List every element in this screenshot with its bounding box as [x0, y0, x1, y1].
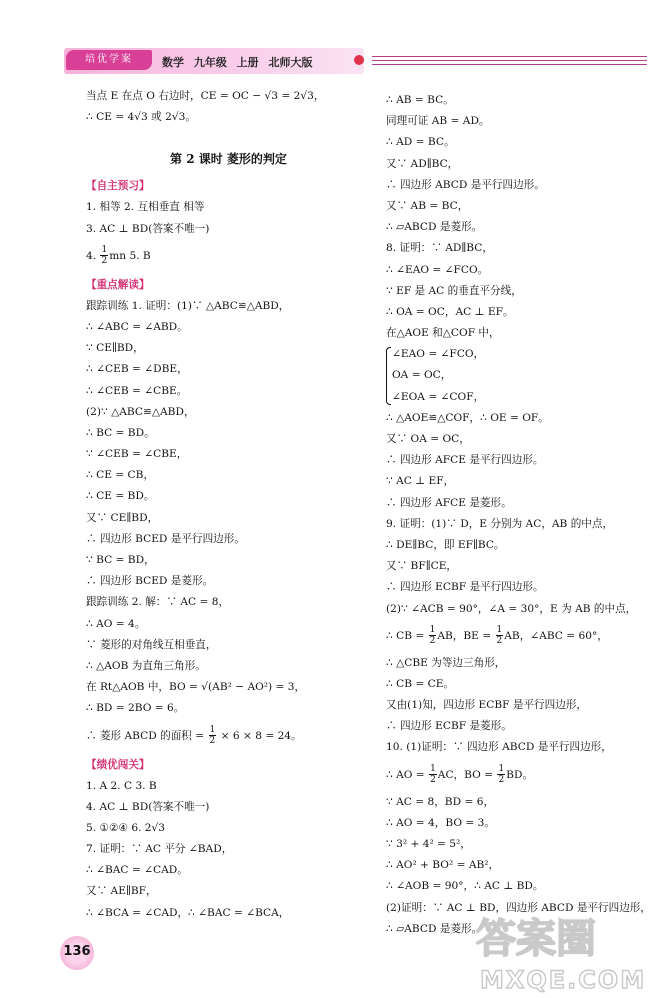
answer-line: ∵ BC = BD， — [86, 554, 155, 566]
answer-line: ∴ ▱ABCD 是菱形。 — [386, 922, 483, 935]
fraction — [497, 764, 505, 785]
watermark-logo — [472, 904, 648, 994]
answer-line: (2)∵ ∠ACB = 90°，∠A = 30°，E 为 AB 的中点， — [386, 602, 637, 615]
answer-line: ∴ BD = 2BO = 6。 — [86, 702, 185, 715]
answer-line: ∴ ∠BCA = ∠CAD，∴ ∠BAC = ∠BCA， — [86, 906, 290, 919]
answer-line: ∴ ∠CEB = ∠CBE。 — [86, 384, 188, 397]
answer-line: ∵ 菱形的对角线互相垂直， — [86, 638, 217, 651]
line-text: ∴ 菱形 ABCD 的面积 = — [86, 729, 208, 742]
line-text: AB，∠ABC = 60°， — [504, 629, 608, 642]
answer-line — [386, 759, 653, 792]
header-rule — [372, 56, 647, 57]
answer-line: ∵ CE∥BD， — [86, 342, 144, 355]
answer-line: (2)证明：∵ AC ⊥ BD，四边形 ABCD 是平行四边形， — [386, 901, 651, 914]
header-title: 数学 九年级 上册 北师大版 — [162, 56, 313, 69]
answer-line: ∴ 四边形 ABCD 是平行四边形。 — [386, 178, 545, 191]
answer-line: ∴ AD = BC。 — [386, 136, 455, 149]
answer-line — [386, 620, 653, 653]
answer-line: ∵ AC = 8，BD = 6， — [386, 795, 495, 808]
line-text: 4. — [86, 249, 100, 262]
fraction-numerator: 1 — [101, 245, 108, 256]
lesson-heading: 第 2 课时 菱形的判定 — [170, 152, 287, 167]
left-column — [86, 86, 371, 924]
line-text: AB，BE = — [437, 629, 495, 642]
answer-line: 1. 相等 2. 互相垂直 相等 — [86, 201, 205, 214]
fraction-denominator: 2 — [429, 636, 436, 647]
answer-line: ∴ BC = BD。 — [86, 426, 155, 439]
section-label: 【自主预习】 — [86, 180, 150, 193]
answer-line: ∴ △AOB 为直角三角形。 — [86, 659, 206, 672]
line-text: × 6 × 8 = 24。 — [217, 729, 302, 742]
answer-line: ∴ OA = OC，AC ⊥ EF。 — [386, 305, 514, 318]
answer-line: 8. 证明：∵ AD∥BC， — [386, 242, 493, 255]
answer-line: ∴ AO = 4，BO = 3。 — [386, 816, 495, 829]
right-column — [386, 90, 653, 940]
brace-line: OA = OC， — [392, 369, 452, 382]
section-label: 【绩优闯关】 — [86, 758, 150, 771]
answer-line: ∴ AO = 4。 — [86, 617, 146, 630]
answer-line: 又∵ BF∥CE， — [386, 560, 458, 573]
fraction-numerator: 1 — [429, 625, 436, 636]
fraction-denominator: 2 — [430, 775, 436, 786]
fraction-numerator: 1 — [430, 764, 436, 775]
answer-line: ∴ ∠ABC = ∠ABD。 — [86, 320, 188, 333]
answer-line: ∵ AC ⊥ EF， — [386, 475, 455, 488]
answer-line: 9. 证明：(1)∵ D，E 分别为 AC，AB 的中点， — [386, 517, 614, 530]
fraction — [100, 245, 108, 266]
watermark-title: 答案圈 — [476, 916, 596, 962]
fraction — [429, 625, 437, 646]
fraction-denominator: 2 — [498, 775, 505, 786]
answer-line: ∴ CE = 4√3 或 2√3。 — [86, 111, 196, 124]
fraction — [496, 625, 504, 646]
answer-line: 又∵ CE∥BD， — [86, 511, 159, 524]
fraction-numerator: 1 — [209, 725, 216, 735]
answer-line: 3. AC ⊥ BD(答案不唯一) — [86, 222, 210, 235]
header-dot — [354, 55, 364, 65]
fraction-numerator: 1 — [498, 764, 505, 775]
section-label: 【重点解读】 — [86, 278, 150, 291]
answer-line: 又∵ AE∥BF， — [86, 885, 157, 898]
line-text: ∴ CB = — [386, 629, 428, 642]
answer-line: 5. ①②④ 6. 2√3 — [86, 821, 166, 834]
answer-line: ∴ CE = CB， — [86, 469, 155, 482]
answer-line: ∴ 四边形 AFCE 是菱形。 — [386, 496, 512, 509]
fraction-denominator: 2 — [209, 736, 216, 746]
answer-line: 又∵ AB = BC， — [386, 199, 469, 212]
line-text: AC，BO = — [437, 768, 497, 781]
answer-line: ∵ EF 是 AC 的垂直平分线， — [386, 284, 522, 297]
answer-line: 又∵ OA = OC， — [386, 433, 470, 445]
fraction-denominator: 2 — [101, 256, 108, 267]
header-rule — [372, 64, 647, 65]
answer-line: ∴ △CBE 为等边三角形， — [386, 656, 506, 669]
answer-line: 在△AOE 和△COF 中， — [386, 327, 500, 340]
brace-line: ∠EOA = ∠COF， — [392, 390, 485, 403]
answer-line — [86, 720, 371, 753]
answer-line: ∴ ∠CEB = ∠DBE， — [86, 363, 188, 376]
answer-line: 7. 证明：∵ AC 平分 ∠BAD， — [86, 843, 233, 856]
answer-line: 又∵ AD∥BC， — [386, 157, 459, 170]
answer-line: ∴ 四边形 ECBF 是菱形。 — [386, 720, 512, 733]
line-text: BD。 — [506, 768, 534, 781]
answer-line: ∴ 四边形 AFCE 是平行四边形。 — [386, 454, 544, 467]
answer-line: 4. AC ⊥ BD(答案不唯一) — [86, 800, 210, 813]
answer-line: 1. A 2. C 3. B — [86, 779, 157, 792]
answer-line: ∴ AO² + BO² = AB²， — [386, 859, 500, 872]
answer-line: 在 Rt△AOB 中，BO = √(AB² − AO²) = 3， — [86, 681, 306, 694]
answer-line: ∴ ▱ABCD 是菱形。 — [386, 221, 483, 234]
brace-group — [386, 344, 653, 408]
answer-line: (2)∵ △ABC≌△ABD， — [86, 405, 195, 418]
answer-line: ∴ AB = BC。 — [386, 94, 454, 106]
fraction — [209, 725, 217, 746]
answer-line: ∵ ∠CEB = ∠CBE， — [86, 448, 188, 461]
answer-line: 又由(1)知，四边形 ECBF 是平行四边形， — [386, 699, 588, 712]
answer-line: ∴ ∠AOB = 90°，∴ AC ⊥ BD。 — [386, 880, 544, 893]
brace-line: ∠EAO = ∠FCO， — [392, 348, 485, 361]
answer-line: ∴ DE∥BC，即 EF∥BC。 — [386, 538, 505, 551]
page-number: 136 — [63, 944, 91, 959]
answer-line: ∴ CE = BD。 — [86, 490, 155, 503]
answer-line: ∴ CB = CE。 — [386, 677, 455, 690]
answer-line: ∴ 四边形 ECBF 是平行四边形。 — [386, 581, 544, 594]
answer-line: 跟踪训练 1. 证明：(1)∵ △ABC≌△ABD， — [86, 299, 290, 312]
answer-line — [86, 240, 371, 273]
header-tab-label: 培优学案 — [66, 50, 152, 70]
answer-line: ∴ 四边形 BCED 是菱形。 — [86, 575, 214, 588]
answer-line: ∵ 3² + 4² = 5²， — [386, 838, 471, 850]
answer-line: ∴ 四边形 BCED 是平行四边形。 — [86, 532, 245, 545]
answer-line: ∴ ∠EAO = ∠FCO。 — [386, 263, 489, 276]
answer-line: 跟踪训练 2. 解：∵ AC = 8， — [86, 596, 230, 609]
fraction — [429, 764, 437, 785]
header-rule — [372, 60, 647, 61]
answer-line: 10. (1)证明：∵ 四边形 ABCD 是平行四边形， — [386, 741, 612, 754]
answer-line: ∴ △AOE≌△COF，∴ OE = OF。 — [386, 411, 549, 424]
line-text: mn 5. B — [109, 249, 151, 262]
answer-line: 当点 E 在点 O 右边时，CE = OC − √3 = 2√3， — [86, 90, 325, 102]
fraction-denominator: 2 — [496, 636, 503, 647]
answer-line: 同理可证 AB = AD。 — [386, 115, 490, 128]
line-text: ∴ AO = — [386, 768, 429, 781]
watermark-url: MXQE.COM — [480, 966, 647, 994]
answer-line: ∴ ∠BAC = ∠CAD。 — [86, 864, 188, 877]
fraction-numerator: 1 — [496, 625, 503, 636]
